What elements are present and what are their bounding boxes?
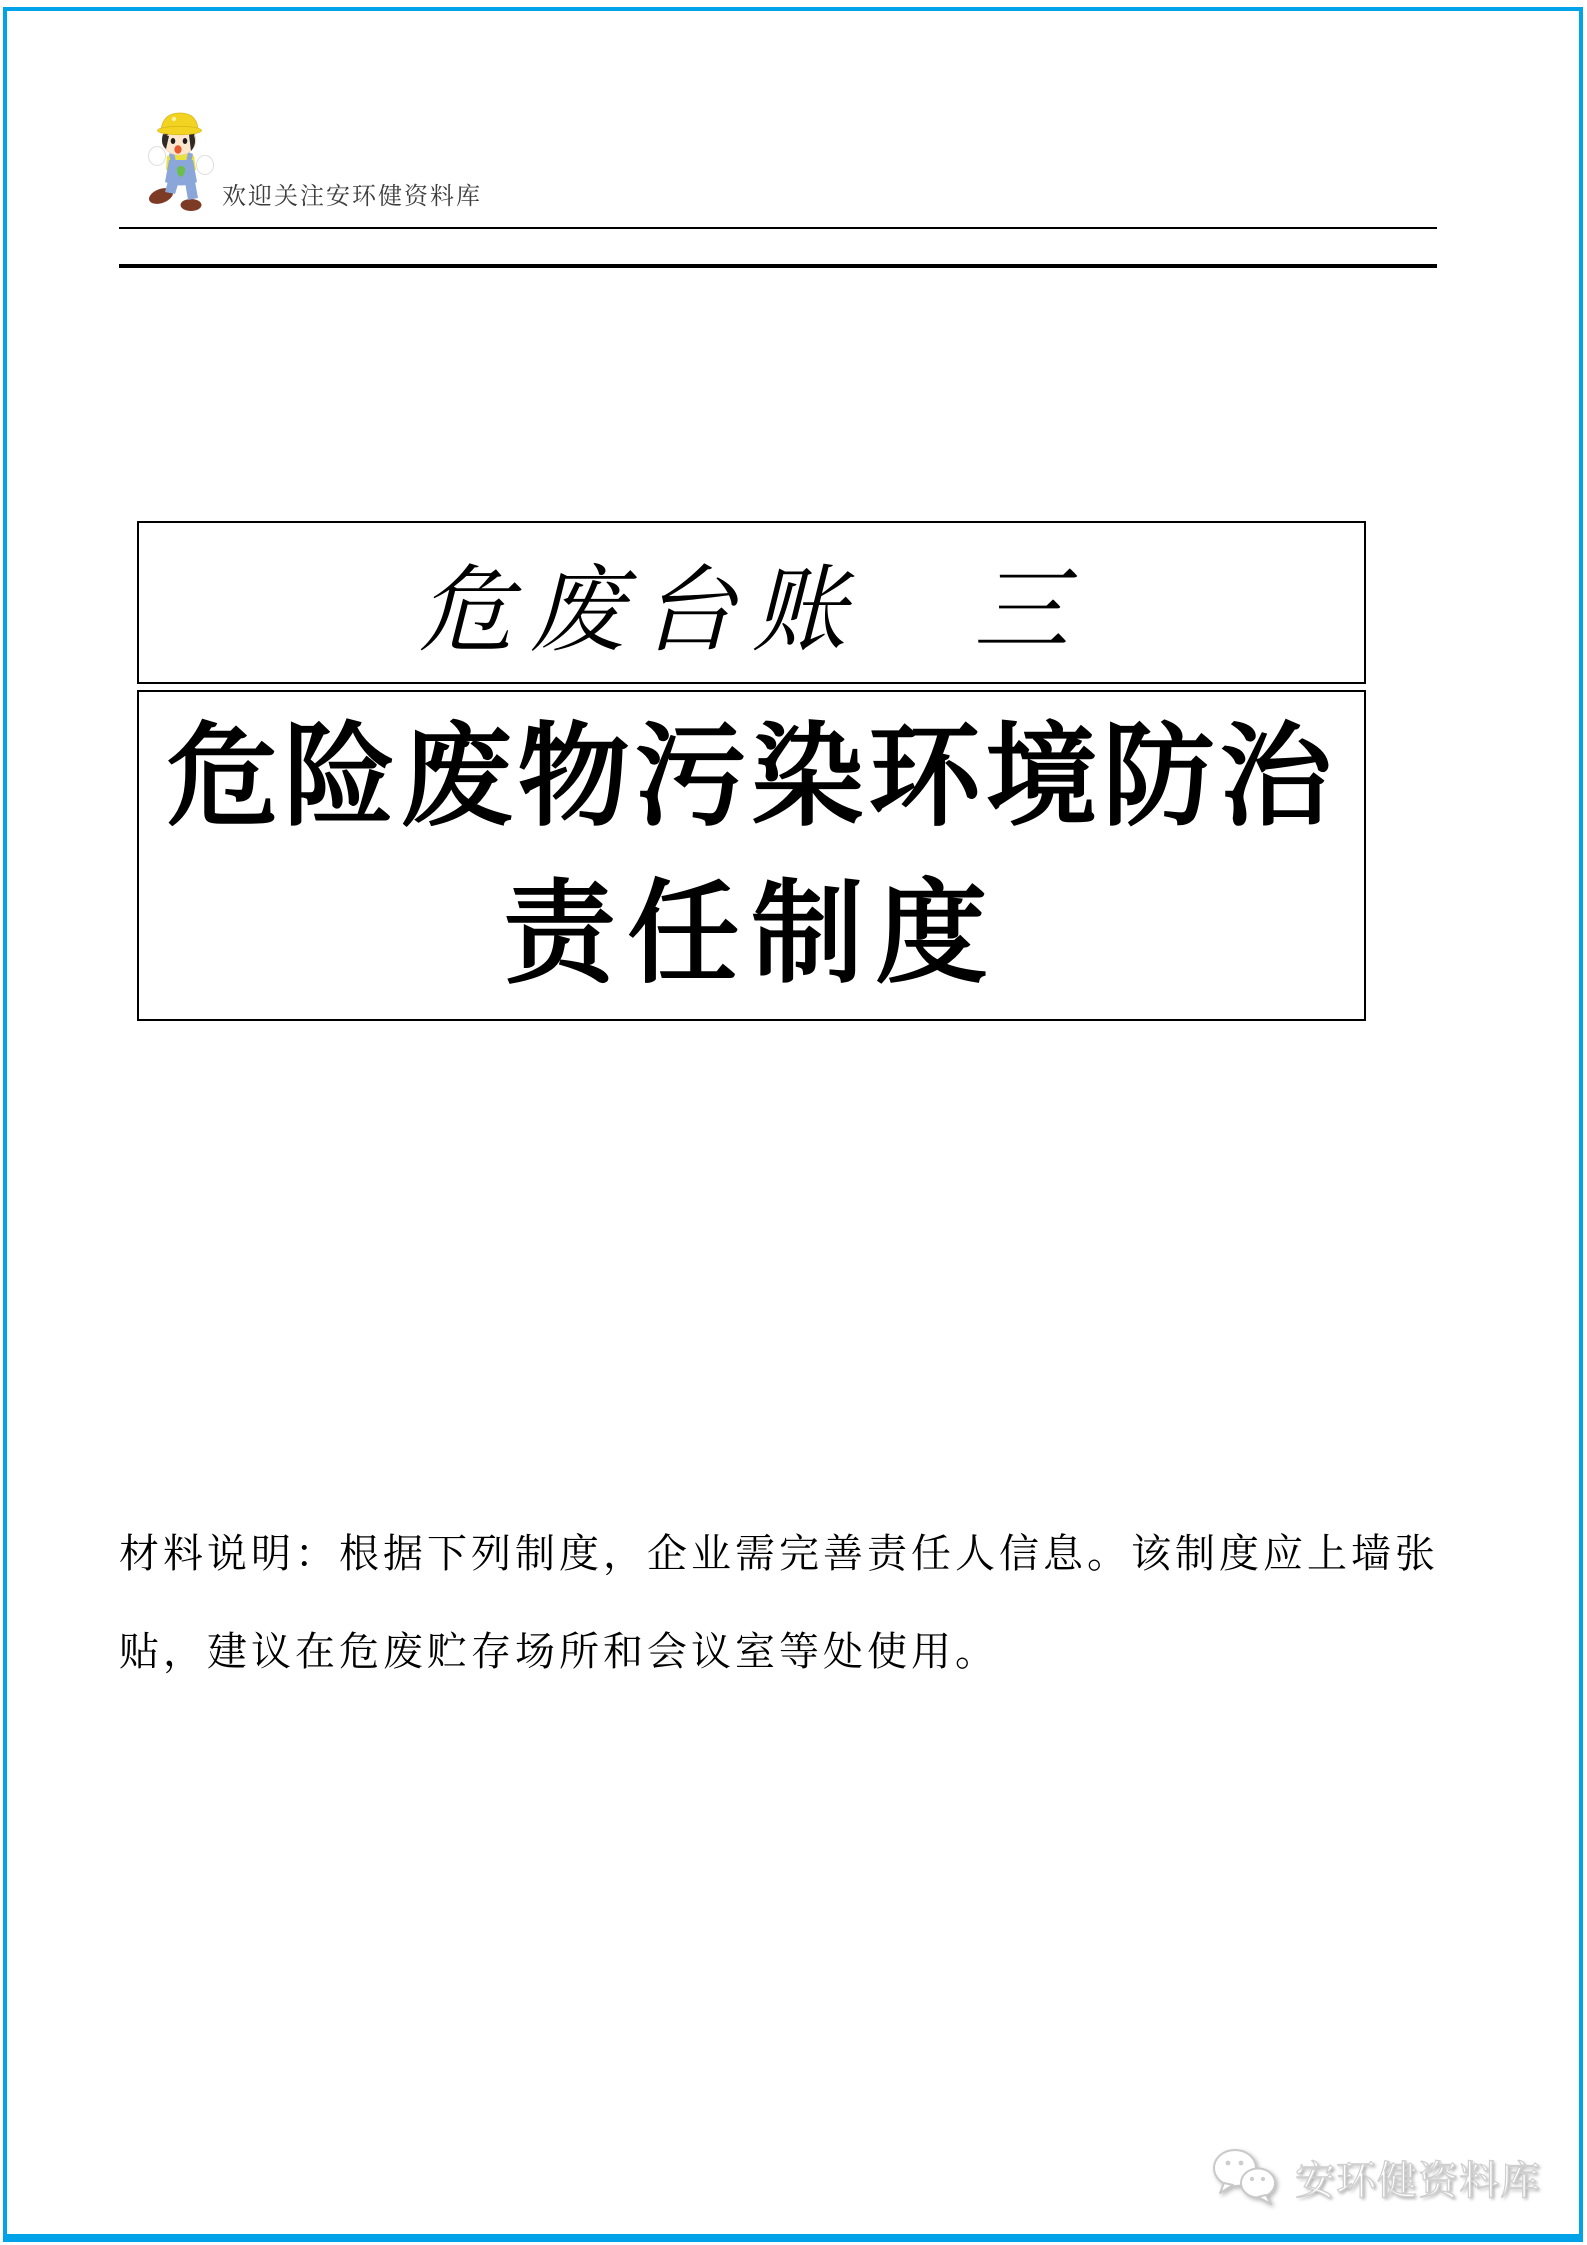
footer-brand-text: 安环健资料库 [1295, 2158, 1541, 2203]
material-note-paragraph [119, 1532, 1459, 1674]
material-note-line: 贴，建议在危废贮存场所和会议室等处使用。 [119, 1629, 999, 1674]
main-title-line2: 责任制度 [503, 871, 1000, 996]
material-note-line: 材料说明：根据下列制度，企业需完善责任人信息。该制度应上墙张 [119, 1531, 1439, 1576]
divider-thick-rule [119, 264, 1437, 268]
main-title-line1: 危险废物污染环境防治 [166, 714, 1337, 839]
ledger-label: 危废台账 三 [418, 557, 1085, 664]
divider-thin-rule [119, 227, 1437, 229]
footer-brand [1209, 2145, 1541, 2209]
main-title-box [137, 690, 1366, 1021]
wechat-icon [1209, 2145, 1283, 2209]
ledger-label-box [137, 521, 1366, 684]
banner-text: 欢迎关注安环健资料库 [222, 183, 482, 210]
worker-mascot-icon [148, 108, 214, 212]
page-border [3, 7, 1583, 2242]
